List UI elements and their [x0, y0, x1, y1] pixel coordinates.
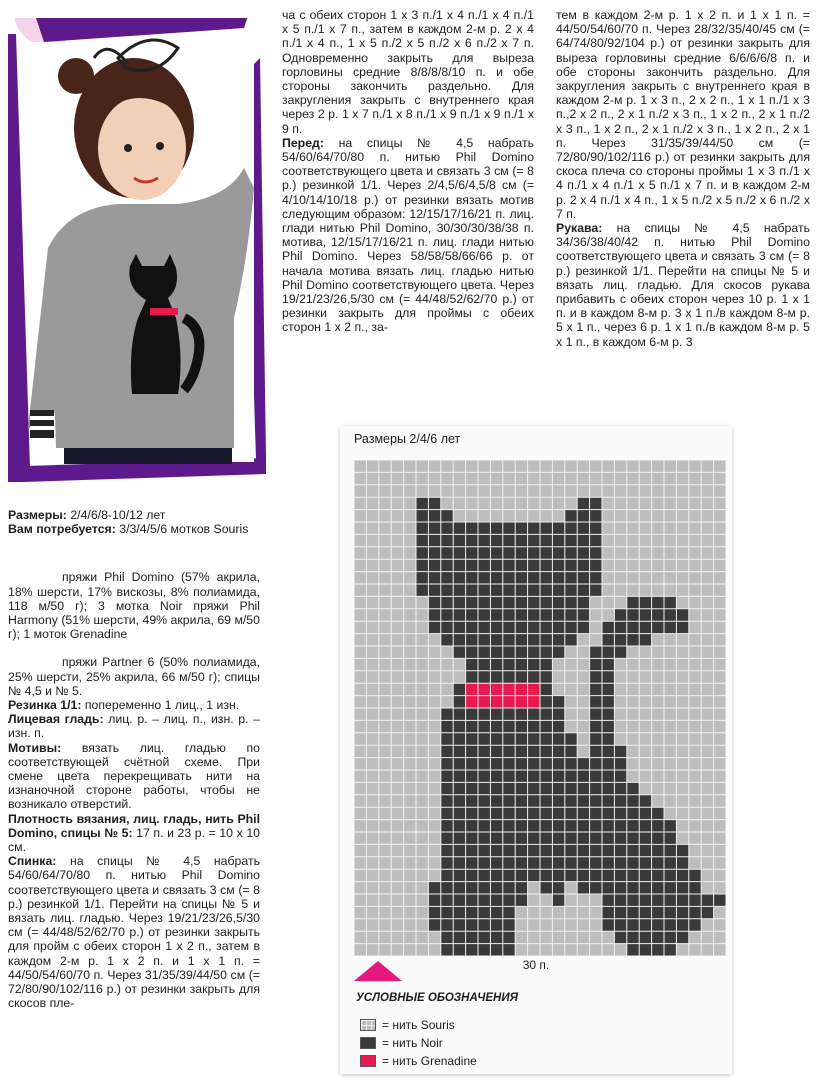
chart-cell-noir: [441, 869, 701, 881]
chart-cell-noir: [428, 596, 589, 608]
front-text: на спицы № 4,5 набрать 54/60/64/70/80 п. нитью Phil Domino соответствующего цвета и связать 3 см (= 8 р.) резинкой 1/1. Через 2/4,5/6/4,5/8 см (= 4/10/14/10/18 р.) от резинки вязать мотив следующим образом: 12/15/17/16/21 п. лиц. глади нитью Phil Domino, 30/30/30/38/38 п. мотива, 12/15/17/16/21 п. лиц. глади нитью Phil Domino. Через 58/58/58/66/66 р. от начала мотива вязать лиц. гладью нитью Phil Domino соответствующего цвета. Через 19/21/23/26,5/30 см (= 44/48/52/62/70 р.) от резинки закрыть для проймы с обеих сторон 1 х 2 п., за-: [282, 135, 534, 335]
sizes-line: [8, 508, 260, 522]
chart-cell-noir: [428, 919, 515, 931]
legend-item-grenadine: [360, 1054, 477, 1068]
chart-cell-noir: [552, 894, 564, 906]
motifs-line: [8, 741, 260, 812]
legend-item-souris: [360, 1018, 455, 1032]
yarn-text-1: пряжи Phil Domino (57% акрила, 18% шерсти, 17% вискозы, 8% полиамида, 118 м/50 г); 3 мотка Noir пряжи Phil Harmony (51% шерсти, 49% акрила, 69 м/50 г); 1 моток Grenadine: [8, 570, 260, 642]
sizes-label: Размеры:: [8, 508, 67, 522]
stockinette-line: [8, 712, 260, 740]
model-photo: [8, 18, 266, 482]
chart-cell-noir: [441, 733, 577, 745]
motifs-label: Мотивы:: [8, 740, 62, 755]
gauge-line: [8, 812, 260, 855]
front-heading: Перед:: [282, 135, 324, 150]
paragraph-neckline: ча с обеих сторон 1 х 3 п./1 х 4 п./1 х 4 п./1 х 5 п./1 х 7 п., затем в каждом 2-м р. 2 х 4 п./1 х 4 п., 1 х 5 п./2 х 5 п./2 х 6 п./2 х 7 п. Одновременно закрыть для выреза горловины средние 8/8/8/8/10 п. и обе стороны закончить раздельно. Для закругления закрыть с внутреннего края через 2 р. 1 х 7 п./1 х 8 п./1 х 9 п./1 х 9 п./1 х 9 п.: [282, 8, 534, 136]
legend-label-grenadine: = нить Grenadine: [382, 1054, 477, 1068]
chart-cell-noir: [416, 510, 453, 522]
sleeve-text: на спицы № 4,5 набрать 34/36/38/40/42 п. нитью Phil Domino соответствующего цвета и связать 3 см (= 8 р.) резинкой 1/1. Перейти на спицы № 5 и вязать лиц. гладью. Для скосов рукава прибавить с обеих сторон через 10 р. 1 х 1 п. и в каждом 8-м р. 3 х 1 п./в каждом 8-м р. 5 х 1 п., через 6 р. 1 х 1 п./в каждом 8-м р. 5 х 1 п., в каждом 6-м р. 3: [556, 221, 810, 349]
chart-cell-noir: [466, 671, 553, 683]
souris-swatch-icon: [360, 1019, 376, 1031]
text-column-left: [8, 508, 260, 1011]
text-column-right: [556, 8, 810, 349]
chart-panel: [340, 426, 732, 1074]
chart-cell-noir: [416, 559, 602, 571]
back-label: Спинка:: [8, 854, 57, 869]
chart-cell-noir: [453, 646, 565, 658]
chart-cell-noir: [441, 745, 577, 757]
paragraph-sleeves: [556, 221, 810, 349]
chart-cell-noir: [416, 572, 602, 584]
chart-cell-noir: [441, 820, 677, 832]
gauge-value: 17 п. и 23 р. = 10 х 10 см.: [8, 825, 260, 855]
rib-value: попеременно 1 лиц., 1 изн.: [84, 698, 240, 713]
chart-cell-noir: [441, 832, 677, 844]
frame-left: [8, 34, 30, 482]
text-column-middle: [282, 8, 534, 335]
cat-motif: [129, 254, 180, 394]
chart-cell-noir: [602, 621, 689, 633]
chart-cell-noir: [428, 906, 515, 918]
chart-cell-noir: [441, 795, 652, 807]
paragraph-front: [282, 136, 534, 335]
spacer-1: [8, 536, 260, 570]
chart-cell-noir: [416, 584, 602, 596]
legend-label-noir: = нить Noir: [382, 1036, 443, 1050]
spacer-2: [8, 641, 260, 655]
chart-cell-noir: [590, 758, 627, 770]
chart-cell-noir: [428, 621, 589, 633]
legend-label-souris: = нить Souris: [382, 1018, 455, 1032]
rib-label: Резинка 1/1:: [8, 698, 82, 713]
legend-item-noir: [360, 1036, 443, 1050]
chart-cell-noir: [441, 770, 627, 782]
chart-cell-noir: [602, 906, 714, 918]
knitting-chart: [354, 460, 726, 956]
photo-illustration: [8, 18, 266, 482]
paragraph-front-cont: тем в каждом 2-м р. 1 х 2 п. и 1 х 1 п. = 44/50/54/60/70 п. Через 28/32/35/40/45 см (= 64/74/80/92/104 р.) от резинки закрыть для выреза горловины средние 6/6/6/6/8 п. и обе стороны закончить раздельно. Для закругления закрыть с внутреннего края в каждом 2-м р. 1 х 3 п., 2 х 2 п., 1 х 1 п./1 х 3 п.,2 х 2 п., 2 х 1 п./2 х 3 п., 1 х 2 п., 2 х 1 п./2 х 3 п., 1 х 2 п., 2 х 1 п./2 х 3 п., 1 х 2 п., 2 х 1 п. Через 31/35/39/44/50 см (= 72/80/90/102/116 р.) от резинки закрыть для скоса плеча со стороны проймы 1 х 3 п./1 х 4 п./1 х 4 п./1 х 5 п./1 х 7 п. и в каждом 2-м р. 2 х 4 п./1 х 4 п., 1 х 5 п./2 х 5 п./2 х 6 п./2 х 7 п.: [556, 8, 810, 221]
legend-title: УСЛОВНЫЕ ОБОЗНАЧЕНИЯ: [356, 992, 518, 1004]
motifs-value: вязать лиц. гладью по соответствующей счётной схеме. При смене цвета перекрещивать нити на изнаночной стороне работы, чтобы не возникало отверстий.: [8, 740, 260, 812]
chart-title: Размеры 2/4/6 лет: [354, 432, 461, 446]
chart-cell-noir: [416, 534, 602, 546]
materials-line: [8, 522, 260, 536]
stitch-count-label: 30 п.: [522, 958, 550, 972]
chart-cell-noir: [416, 522, 602, 534]
stockinette-label: Лицевая гладь:: [8, 712, 104, 727]
materials-label: Вам потребуется:: [8, 522, 116, 537]
yarn-text-2: пряжи Partner 6 (50% полиамида, 25% шерсти, 25% акрила, 66 м/50 г); спицы № 4,5 и № 5.: [8, 655, 260, 698]
stockinette-value: лиц. р. – лиц. п., изн. р. – изн. п.: [8, 712, 261, 741]
back-line: [8, 854, 260, 1010]
chart-cell-noir: [466, 658, 553, 670]
back-value: на спицы № 4,5 набрать 54/60/64/70/80 п. нитью Phil Domino соответствующего цвета и связать 3 см (= 8 р.) резинкой 1/1. Перейти на спицы № 5 и вязать лиц. гладью. Через 19/21/23/26,5/30 см (= 44/48/52/62/70 р.) от резинки закрыть для пройм с обеих сторон 1 х 2 п., затем в каждом 2-м р. 1 х 2 п. и 1 х 1 п. = 44/50/54/60/70 п. Через 31/35/39/44/50 см (= 72/80/90/102/116 р.) от резинки закрыть для скосов пле-: [8, 854, 260, 1011]
chart-cell-noir: [590, 745, 627, 757]
chart-cell-noir: [441, 634, 577, 646]
chart-cell-noir: [590, 646, 627, 658]
chart-cell-noir: [428, 609, 589, 621]
sizes-value: 2/4/6/8-10/12 лет: [70, 508, 166, 522]
frame-top: [36, 18, 248, 42]
grenadine-swatch-icon: [360, 1055, 376, 1067]
rib-line: [8, 698, 260, 712]
chart-cell-noir: [565, 510, 602, 522]
gauge-label: Плотность вязания, лиц. гладь, нить Phil Domino, спицы № 5:: [8, 811, 260, 840]
face: [98, 96, 186, 200]
sleeve-heading: Рукава:: [556, 221, 603, 236]
noir-swatch-icon: [360, 1037, 376, 1049]
materials-value: 3/3/4/5/6 мотков Souris: [119, 522, 249, 537]
chart-cell-noir: [416, 547, 602, 559]
